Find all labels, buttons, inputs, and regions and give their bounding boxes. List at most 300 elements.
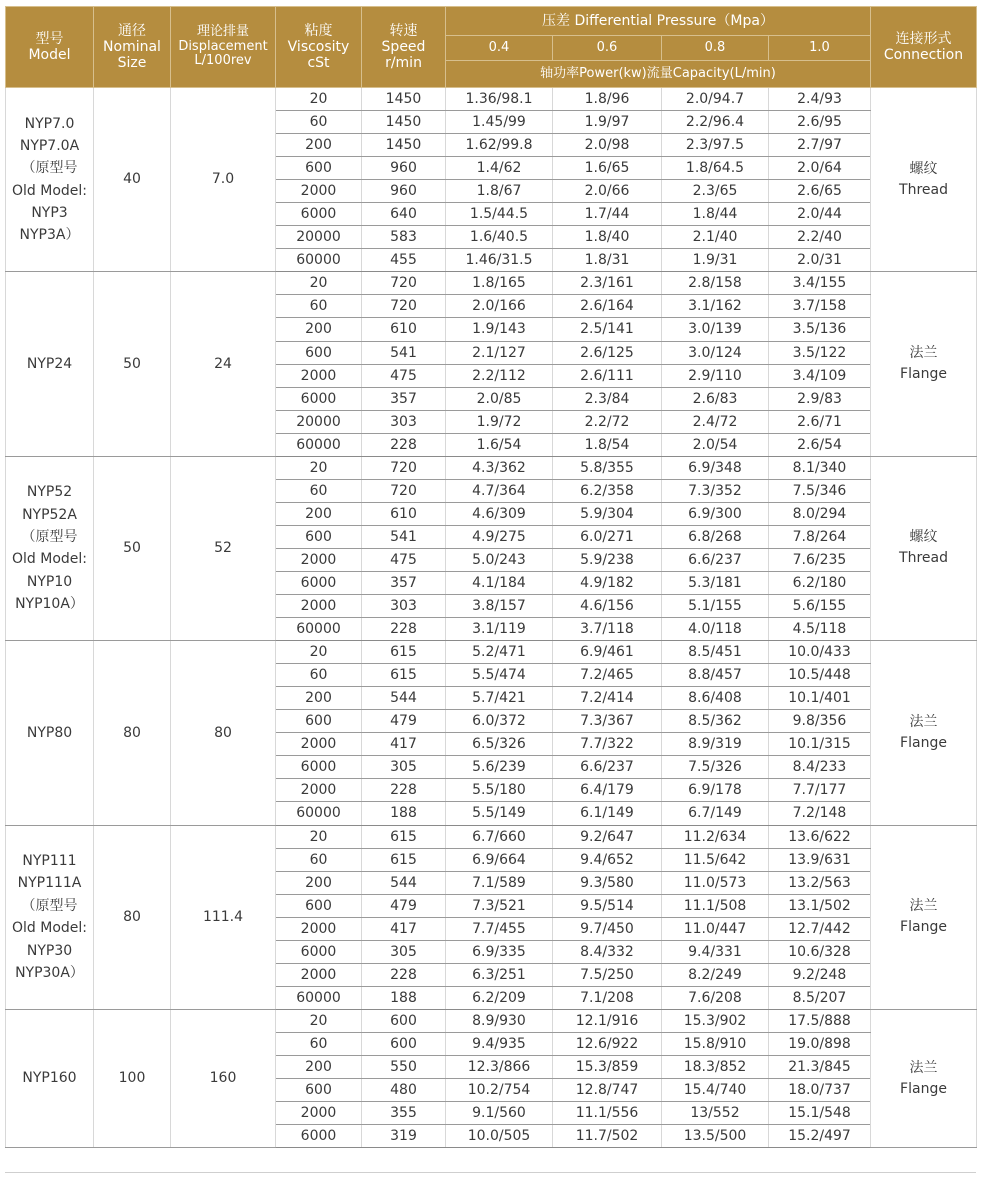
viscosity-cell: 6000 bbox=[276, 203, 362, 226]
speed-cell: 475 bbox=[362, 364, 446, 387]
p04-cell: 6.9/664 bbox=[446, 848, 553, 871]
p06-cell: 9.7/450 bbox=[553, 917, 662, 940]
model-line: NYP10 bbox=[26, 573, 73, 590]
nominal-size-cell: 80 bbox=[94, 641, 171, 825]
p06-cell: 1.9/97 bbox=[553, 111, 662, 134]
p04-cell: 7.1/589 bbox=[446, 871, 553, 894]
connection-cell bbox=[871, 825, 977, 1009]
p06-cell: 2.6/125 bbox=[553, 341, 662, 364]
viscosity-header bbox=[276, 7, 362, 88]
p04-cell: 6.7/660 bbox=[446, 825, 553, 848]
p06-cell: 9.4/652 bbox=[553, 848, 662, 871]
p10-cell: 15.2/497 bbox=[769, 1125, 871, 1148]
p10-cell: 2.7/97 bbox=[769, 134, 871, 157]
p06-cell: 1.7/44 bbox=[553, 203, 662, 226]
model-line: NYP30 bbox=[26, 942, 73, 959]
pressure-header: 压差 Differential Pressure（Mpa） bbox=[446, 7, 871, 36]
displacement-cell: 80 bbox=[171, 641, 276, 825]
viscosity-cell: 600 bbox=[276, 710, 362, 733]
speed-cell: 228 bbox=[362, 963, 446, 986]
viscosity-cell: 6000 bbox=[276, 940, 362, 963]
viscosity-cell: 6000 bbox=[276, 1125, 362, 1148]
pressure-value-2: 0.6 bbox=[553, 36, 662, 61]
p06-cell: 2.5/141 bbox=[553, 318, 662, 341]
model-line: NYP52 bbox=[26, 484, 73, 501]
connection-header bbox=[871, 7, 977, 88]
connection-en: Flange bbox=[900, 366, 947, 383]
viscosity-cell: 20 bbox=[276, 641, 362, 664]
p04-cell: 7.3/521 bbox=[446, 894, 553, 917]
viscosity-cell: 20 bbox=[276, 272, 362, 295]
p10-cell: 9.8/356 bbox=[769, 710, 871, 733]
speed-header-zh: 转速 bbox=[389, 22, 418, 39]
displacement-cell: 24 bbox=[171, 272, 276, 456]
nominal-size-cell: 100 bbox=[94, 1009, 171, 1147]
p10-cell: 10.6/328 bbox=[769, 940, 871, 963]
viscosity-cell: 600 bbox=[276, 894, 362, 917]
speed-cell: 417 bbox=[362, 917, 446, 940]
p08-cell: 11.1/508 bbox=[662, 894, 769, 917]
p06-cell: 4.6/156 bbox=[553, 595, 662, 618]
p04-cell: 6.2/209 bbox=[446, 986, 553, 1009]
model-line: NYP80 bbox=[26, 724, 73, 741]
viscosity-header-en2: cSt bbox=[307, 55, 330, 72]
p06-cell: 6.1/149 bbox=[553, 802, 662, 825]
p04-cell: 4.7/364 bbox=[446, 479, 553, 502]
p06-cell: 12.8/747 bbox=[553, 1079, 662, 1102]
viscosity-cell: 2000 bbox=[276, 548, 362, 571]
p08-cell: 15.3/902 bbox=[662, 1009, 769, 1032]
speed-cell: 720 bbox=[362, 295, 446, 318]
p04-cell: 1.36/98.1 bbox=[446, 88, 553, 111]
p08-cell: 18.3/852 bbox=[662, 1055, 769, 1078]
connection-cell bbox=[871, 1009, 977, 1147]
viscosity-cell: 20000 bbox=[276, 226, 362, 249]
p06-cell: 7.2/465 bbox=[553, 664, 662, 687]
p10-cell: 7.7/177 bbox=[769, 779, 871, 802]
p10-cell: 3.5/122 bbox=[769, 341, 871, 364]
displacement-header-zh: 理论排量 bbox=[196, 23, 249, 39]
p04-cell: 5.7/421 bbox=[446, 687, 553, 710]
p08-cell: 4.0/118 bbox=[662, 618, 769, 641]
p08-cell: 8.2/249 bbox=[662, 963, 769, 986]
p06-cell: 6.2/358 bbox=[553, 479, 662, 502]
p04-cell: 1.45/99 bbox=[446, 111, 553, 134]
connection-zh: 法兰 bbox=[909, 345, 938, 362]
viscosity-cell: 60 bbox=[276, 295, 362, 318]
viscosity-cell: 2000 bbox=[276, 595, 362, 618]
p04-cell: 1.62/99.8 bbox=[446, 134, 553, 157]
table-row bbox=[6, 456, 977, 479]
p10-cell: 3.4/109 bbox=[769, 364, 871, 387]
speed-cell: 1450 bbox=[362, 134, 446, 157]
p10-cell: 2.4/93 bbox=[769, 88, 871, 111]
p04-cell: 12.3/866 bbox=[446, 1055, 553, 1078]
model-cell bbox=[6, 641, 94, 825]
connection-en: Flange bbox=[900, 734, 947, 751]
p04-cell: 5.0/243 bbox=[446, 548, 553, 571]
nominal-size-cell: 40 bbox=[94, 88, 171, 272]
nominal-header bbox=[94, 7, 171, 88]
table-row bbox=[6, 825, 977, 848]
p08-cell: 9.4/331 bbox=[662, 940, 769, 963]
speed-cell: 479 bbox=[362, 710, 446, 733]
p08-cell: 11.0/573 bbox=[662, 871, 769, 894]
nominal-size-cell: 50 bbox=[94, 272, 171, 456]
p08-cell: 3.0/124 bbox=[662, 341, 769, 364]
p06-cell: 1.8/96 bbox=[553, 88, 662, 111]
p08-cell: 11.0/447 bbox=[662, 917, 769, 940]
p10-cell: 2.0/31 bbox=[769, 249, 871, 272]
speed-cell: 960 bbox=[362, 180, 446, 203]
speed-cell: 305 bbox=[362, 756, 446, 779]
p06-cell: 2.3/84 bbox=[553, 387, 662, 410]
viscosity-cell: 6000 bbox=[276, 571, 362, 594]
p08-cell: 8.6/408 bbox=[662, 687, 769, 710]
model-cell bbox=[6, 272, 94, 456]
speed-cell: 355 bbox=[362, 1102, 446, 1125]
viscosity-cell: 200 bbox=[276, 1055, 362, 1078]
p10-cell: 15.1/548 bbox=[769, 1102, 871, 1125]
p04-cell: 4.6/309 bbox=[446, 502, 553, 525]
speed-cell: 615 bbox=[362, 641, 446, 664]
p08-cell: 6.9/348 bbox=[662, 456, 769, 479]
speed-header-en1: Speed bbox=[381, 38, 426, 55]
p06-cell: 4.9/182 bbox=[553, 571, 662, 594]
model-cell bbox=[6, 825, 94, 1009]
p04-cell: 1.8/165 bbox=[446, 272, 553, 295]
p08-cell: 15.8/910 bbox=[662, 1032, 769, 1055]
p10-cell: 8.5/207 bbox=[769, 986, 871, 1009]
viscosity-cell: 600 bbox=[276, 341, 362, 364]
p10-cell: 2.6/71 bbox=[769, 410, 871, 433]
viscosity-cell: 6000 bbox=[276, 756, 362, 779]
p04-cell: 6.0/372 bbox=[446, 710, 553, 733]
connection-header-zh: 连接形式 bbox=[895, 30, 952, 47]
p10-cell: 2.9/83 bbox=[769, 387, 871, 410]
p08-cell: 1.9/31 bbox=[662, 249, 769, 272]
connection-zh: 螺纹 bbox=[909, 160, 938, 177]
table-row bbox=[6, 1009, 977, 1032]
model-line: NYP10A） bbox=[15, 596, 84, 613]
speed-cell: 303 bbox=[362, 410, 446, 433]
connection-zh: 法兰 bbox=[909, 898, 938, 915]
speed-cell: 475 bbox=[362, 548, 446, 571]
displacement-header-en1: Displacement bbox=[178, 38, 268, 54]
viscosity-cell: 20 bbox=[276, 456, 362, 479]
p08-cell: 1.8/64.5 bbox=[662, 157, 769, 180]
viscosity-header-en1: Viscosity bbox=[287, 38, 350, 55]
speed-cell: 615 bbox=[362, 825, 446, 848]
p08-cell: 6.6/237 bbox=[662, 548, 769, 571]
p10-cell: 13.2/563 bbox=[769, 871, 871, 894]
p06-cell: 7.3/367 bbox=[553, 710, 662, 733]
model-cell bbox=[6, 456, 94, 640]
p06-cell: 5.9/238 bbox=[553, 548, 662, 571]
p04-cell: 2.2/112 bbox=[446, 364, 553, 387]
p10-cell: 8.4/233 bbox=[769, 756, 871, 779]
model-line: NYP24 bbox=[26, 355, 73, 372]
viscosity-cell: 60 bbox=[276, 479, 362, 502]
p08-cell: 7.3/352 bbox=[662, 479, 769, 502]
speed-cell: 541 bbox=[362, 341, 446, 364]
p10-cell: 10.1/315 bbox=[769, 733, 871, 756]
speed-cell: 610 bbox=[362, 318, 446, 341]
displacement-cell: 52 bbox=[171, 456, 276, 640]
pressure-value-3: 0.8 bbox=[662, 36, 769, 61]
p04-cell: 2.1/127 bbox=[446, 341, 553, 364]
model-line: （原型号 bbox=[21, 160, 78, 177]
p04-cell: 3.8/157 bbox=[446, 595, 553, 618]
p04-cell: 5.5/474 bbox=[446, 664, 553, 687]
p06-cell: 1.8/54 bbox=[553, 433, 662, 456]
model-line: NYP3 bbox=[31, 205, 68, 222]
speed-cell: 319 bbox=[362, 1125, 446, 1148]
p04-cell: 1.9/143 bbox=[446, 318, 553, 341]
speed-cell: 188 bbox=[362, 986, 446, 1009]
connection-cell bbox=[871, 641, 977, 825]
p10-cell: 2.6/95 bbox=[769, 111, 871, 134]
speed-cell: 455 bbox=[362, 249, 446, 272]
viscosity-cell: 60000 bbox=[276, 618, 362, 641]
p08-cell: 6.9/178 bbox=[662, 779, 769, 802]
p10-cell: 4.5/118 bbox=[769, 618, 871, 641]
viscosity-cell: 60 bbox=[276, 848, 362, 871]
speed-cell: 583 bbox=[362, 226, 446, 249]
spec-sheet bbox=[5, 6, 976, 1148]
connection-zh: 法兰 bbox=[909, 1059, 938, 1076]
speed-cell: 417 bbox=[362, 733, 446, 756]
p10-cell: 2.2/40 bbox=[769, 226, 871, 249]
viscosity-cell: 20 bbox=[276, 88, 362, 111]
model-header bbox=[6, 7, 94, 88]
model-header-zh: 型号 bbox=[35, 30, 64, 47]
model-line: NYP111A bbox=[17, 875, 82, 892]
viscosity-cell: 600 bbox=[276, 525, 362, 548]
p06-cell: 9.2/647 bbox=[553, 825, 662, 848]
viscosity-cell: 2000 bbox=[276, 779, 362, 802]
p08-cell: 3.0/139 bbox=[662, 318, 769, 341]
p10-cell: 3.4/155 bbox=[769, 272, 871, 295]
speed-cell: 640 bbox=[362, 203, 446, 226]
p06-cell: 11.7/502 bbox=[553, 1125, 662, 1148]
nominal-header-en2: Size bbox=[117, 55, 147, 72]
p06-cell: 9.5/514 bbox=[553, 894, 662, 917]
p04-cell: 9.1/560 bbox=[446, 1102, 553, 1125]
model-line: （原型号 bbox=[21, 529, 78, 546]
p06-cell: 2.3/161 bbox=[553, 272, 662, 295]
connection-cell bbox=[871, 456, 977, 640]
speed-cell: 720 bbox=[362, 272, 446, 295]
p04-cell: 4.1/184 bbox=[446, 571, 553, 594]
p06-cell: 2.6/164 bbox=[553, 295, 662, 318]
viscosity-cell: 60000 bbox=[276, 249, 362, 272]
p08-cell: 13.5/500 bbox=[662, 1125, 769, 1148]
p08-cell: 3.1/162 bbox=[662, 295, 769, 318]
p10-cell: 8.1/340 bbox=[769, 456, 871, 479]
p10-cell: 10.1/401 bbox=[769, 687, 871, 710]
p06-cell: 9.3/580 bbox=[553, 871, 662, 894]
p06-cell: 12.6/922 bbox=[553, 1032, 662, 1055]
speed-cell: 305 bbox=[362, 940, 446, 963]
speed-cell: 550 bbox=[362, 1055, 446, 1078]
model-line: NYP7.0A bbox=[19, 137, 80, 154]
p08-cell: 6.8/268 bbox=[662, 525, 769, 548]
viscosity-cell: 200 bbox=[276, 687, 362, 710]
connection-header-en: Connection bbox=[883, 47, 964, 63]
speed-cell: 188 bbox=[362, 802, 446, 825]
p08-cell: 11.5/642 bbox=[662, 848, 769, 871]
speed-cell: 960 bbox=[362, 157, 446, 180]
viscosity-cell: 20 bbox=[276, 825, 362, 848]
nominal-header-zh: 通径 bbox=[118, 22, 146, 39]
speed-cell: 357 bbox=[362, 387, 446, 410]
viscosity-cell: 2000 bbox=[276, 733, 362, 756]
viscosity-cell: 2000 bbox=[276, 1102, 362, 1125]
p10-cell: 13.1/502 bbox=[769, 894, 871, 917]
connection-en: Flange bbox=[900, 1080, 947, 1097]
p04-cell: 7.7/455 bbox=[446, 917, 553, 940]
p04-cell: 5.5/180 bbox=[446, 779, 553, 802]
p06-cell: 2.0/66 bbox=[553, 180, 662, 203]
pressure-value-1: 0.4 bbox=[446, 36, 553, 61]
p06-cell: 7.7/322 bbox=[553, 733, 662, 756]
p08-cell: 2.3/65 bbox=[662, 180, 769, 203]
p10-cell: 13.6/622 bbox=[769, 825, 871, 848]
p08-cell: 2.0/94.7 bbox=[662, 88, 769, 111]
p10-cell: 19.0/898 bbox=[769, 1032, 871, 1055]
speed-cell: 600 bbox=[362, 1009, 446, 1032]
viscosity-cell: 2000 bbox=[276, 364, 362, 387]
p06-cell: 1.6/65 bbox=[553, 157, 662, 180]
p10-cell: 8.0/294 bbox=[769, 502, 871, 525]
p06-cell: 12.1/916 bbox=[553, 1009, 662, 1032]
p04-cell: 6.3/251 bbox=[446, 963, 553, 986]
p08-cell: 7.6/208 bbox=[662, 986, 769, 1009]
model-line: NYP52A bbox=[22, 506, 77, 523]
p08-cell: 2.6/83 bbox=[662, 387, 769, 410]
model-line: Old Model: bbox=[12, 920, 87, 937]
table-row bbox=[6, 88, 977, 111]
p10-cell: 5.6/155 bbox=[769, 595, 871, 618]
p10-cell: 18.0/737 bbox=[769, 1079, 871, 1102]
p08-cell: 2.9/110 bbox=[662, 364, 769, 387]
speed-header-en2: r/min bbox=[385, 55, 422, 72]
p06-cell: 11.1/556 bbox=[553, 1102, 662, 1125]
p10-cell: 13.9/631 bbox=[769, 848, 871, 871]
speed-cell: 228 bbox=[362, 779, 446, 802]
p04-cell: 6.9/335 bbox=[446, 940, 553, 963]
p04-cell: 1.6/54 bbox=[446, 433, 553, 456]
p08-cell: 2.2/96.4 bbox=[662, 111, 769, 134]
p08-cell: 5.1/155 bbox=[662, 595, 769, 618]
p10-cell: 21.3/845 bbox=[769, 1055, 871, 1078]
speed-cell: 1450 bbox=[362, 88, 446, 111]
speed-cell: 357 bbox=[362, 571, 446, 594]
viscosity-cell: 600 bbox=[276, 1079, 362, 1102]
connection-cell bbox=[871, 272, 977, 456]
speed-cell: 720 bbox=[362, 479, 446, 502]
table-header bbox=[6, 7, 977, 88]
viscosity-header-zh: 粘度 bbox=[304, 22, 333, 39]
table-row bbox=[6, 641, 977, 664]
p06-cell: 7.5/250 bbox=[553, 963, 662, 986]
p08-cell: 6.7/149 bbox=[662, 802, 769, 825]
displacement-cell: 111.4 bbox=[171, 825, 276, 1009]
p08-cell: 2.8/158 bbox=[662, 272, 769, 295]
bottom-rule bbox=[5, 1172, 976, 1173]
model-line: NYP7.0 bbox=[24, 115, 75, 132]
p10-cell: 3.7/158 bbox=[769, 295, 871, 318]
speed-cell: 720 bbox=[362, 456, 446, 479]
p06-cell: 6.9/461 bbox=[553, 641, 662, 664]
p08-cell: 15.4/740 bbox=[662, 1079, 769, 1102]
p06-cell: 2.6/111 bbox=[553, 364, 662, 387]
p10-cell: 7.5/346 bbox=[769, 479, 871, 502]
speed-cell: 228 bbox=[362, 433, 446, 456]
p04-cell: 10.0/505 bbox=[446, 1125, 553, 1148]
p06-cell: 2.2/72 bbox=[553, 410, 662, 433]
viscosity-cell: 2000 bbox=[276, 180, 362, 203]
p04-cell: 10.2/754 bbox=[446, 1079, 553, 1102]
p10-cell: 7.8/264 bbox=[769, 525, 871, 548]
connection-en: Thread bbox=[899, 181, 948, 198]
speed-header bbox=[362, 7, 446, 88]
p04-cell: 4.3/362 bbox=[446, 456, 553, 479]
p10-cell: 6.2/180 bbox=[769, 571, 871, 594]
model-line: NYP30A） bbox=[15, 964, 84, 981]
p04-cell: 1.6/40.5 bbox=[446, 226, 553, 249]
p04-cell: 1.5/44.5 bbox=[446, 203, 553, 226]
connection-en: Thread bbox=[899, 550, 948, 567]
p06-cell: 1.8/40 bbox=[553, 226, 662, 249]
viscosity-cell: 200 bbox=[276, 871, 362, 894]
viscosity-cell: 60 bbox=[276, 111, 362, 134]
model-line: NYP160 bbox=[22, 1070, 77, 1087]
nominal-size-cell: 80 bbox=[94, 825, 171, 1009]
p10-cell: 17.5/888 bbox=[769, 1009, 871, 1032]
p04-cell: 2.0/85 bbox=[446, 387, 553, 410]
p06-cell: 2.0/98 bbox=[553, 134, 662, 157]
viscosity-cell: 600 bbox=[276, 157, 362, 180]
p08-cell: 2.1/40 bbox=[662, 226, 769, 249]
p10-cell: 2.0/64 bbox=[769, 157, 871, 180]
viscosity-cell: 60 bbox=[276, 1032, 362, 1055]
speed-cell: 600 bbox=[362, 1032, 446, 1055]
p04-cell: 1.9/72 bbox=[446, 410, 553, 433]
p04-cell: 8.9/930 bbox=[446, 1009, 553, 1032]
model-line: （原型号 bbox=[21, 897, 78, 914]
viscosity-cell: 60000 bbox=[276, 802, 362, 825]
p06-cell: 6.4/179 bbox=[553, 779, 662, 802]
p08-cell: 1.8/44 bbox=[662, 203, 769, 226]
nominal-header-en1: Nominal bbox=[103, 38, 161, 55]
model-line: Old Model: bbox=[12, 551, 87, 568]
model-header-en: Model bbox=[28, 47, 71, 63]
p04-cell: 5.5/149 bbox=[446, 802, 553, 825]
viscosity-cell: 60000 bbox=[276, 986, 362, 1009]
table-body bbox=[6, 88, 977, 1148]
viscosity-cell: 200 bbox=[276, 134, 362, 157]
p10-cell: 2.6/54 bbox=[769, 433, 871, 456]
p06-cell: 6.6/237 bbox=[553, 756, 662, 779]
speed-cell: 615 bbox=[362, 848, 446, 871]
p08-cell: 2.4/72 bbox=[662, 410, 769, 433]
model-cell bbox=[6, 1009, 94, 1147]
viscosity-cell: 60 bbox=[276, 664, 362, 687]
p10-cell: 12.7/442 bbox=[769, 917, 871, 940]
speed-cell: 610 bbox=[362, 502, 446, 525]
